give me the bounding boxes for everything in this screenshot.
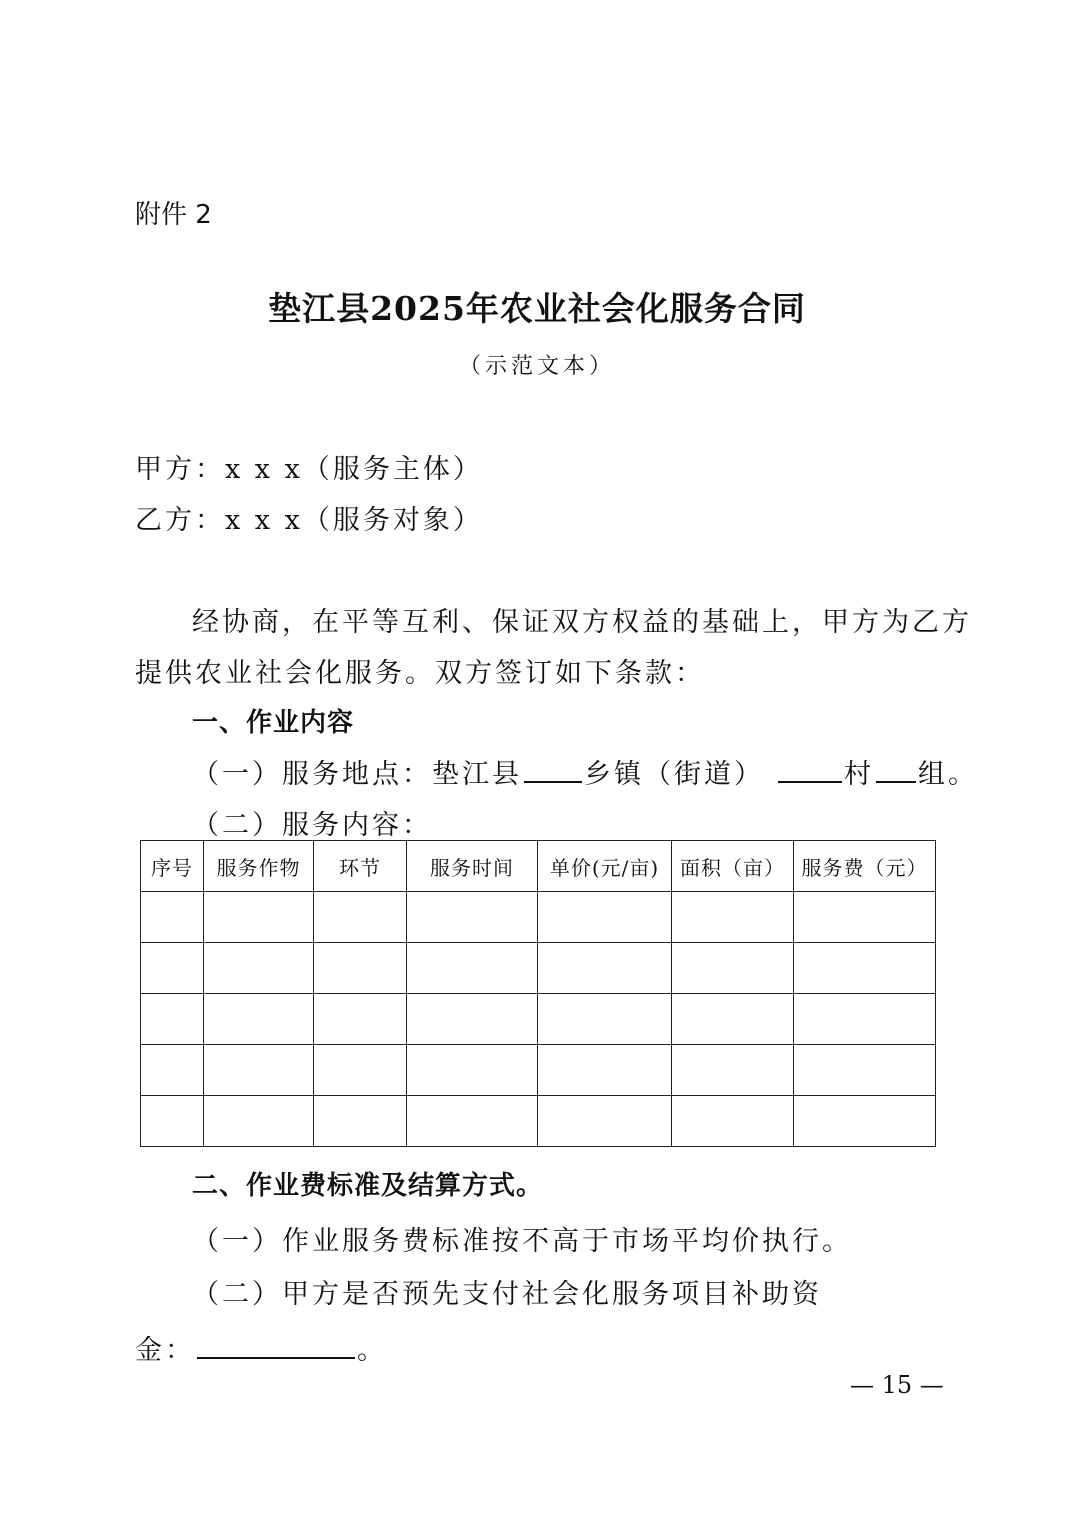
service-content-label: （二）服务内容：: [192, 810, 432, 841]
service-location-village: 村: [844, 759, 874, 790]
subsidy-answer-line: [135, 1328, 387, 1367]
section-1-heading: 一、作业内容: [192, 708, 355, 738]
table-cell: [314, 1045, 407, 1096]
header-stage: 环节: [314, 841, 407, 892]
subsidy-blank: [197, 1353, 355, 1359]
table-cell: [314, 1096, 407, 1147]
table-row: [141, 943, 936, 994]
table-cell: [672, 994, 794, 1045]
table-cell: [672, 892, 794, 943]
table-cell: [794, 1096, 936, 1147]
table-cell: [314, 943, 407, 994]
table-cell: [204, 994, 314, 1045]
service-location-prefix: （一）服务地点：垫江县: [192, 759, 522, 790]
attachment-label: 附件 2: [135, 200, 212, 230]
table-cell: [794, 994, 936, 1045]
table-cell: [407, 892, 538, 943]
header-unit-price: 单价(元/亩): [538, 841, 672, 892]
table-cell: [314, 994, 407, 1045]
intro-line-2: 提供农业社会化服务。双方签订如下条款：: [135, 658, 705, 689]
table-cell: [407, 994, 538, 1045]
table-cell: [407, 943, 538, 994]
town-blank: [524, 777, 582, 783]
header-service-time: 服务时间: [407, 841, 538, 892]
table-row: [141, 1096, 936, 1147]
table-row: [141, 994, 936, 1045]
document-subtitle: （示范文本）: [458, 354, 615, 379]
village-blank: [778, 777, 842, 783]
header-serial: 序号: [141, 841, 204, 892]
table-header-row: [141, 841, 936, 892]
table-cell: [204, 943, 314, 994]
section-2-item-1: （一）作业服务费标准按不高于市场平均价执行。: [192, 1226, 852, 1257]
table-cell: [204, 892, 314, 943]
document-title: 垫江县2025年农业社会化服务合同: [268, 289, 806, 328]
service-location-group: 组。: [918, 759, 978, 790]
table-cell: [794, 892, 936, 943]
table-cell: [141, 1096, 204, 1147]
table-cell: [672, 1096, 794, 1147]
table-cell: [141, 994, 204, 1045]
service-location-town: 乡镇（街道）: [584, 759, 764, 790]
table-cell: [314, 892, 407, 943]
table-cell: [672, 1045, 794, 1096]
table-cell: [538, 1045, 672, 1096]
table-row: [141, 1045, 936, 1096]
subsidy-suffix: 。: [357, 1335, 387, 1366]
table-cell: [141, 943, 204, 994]
table-cell: [794, 943, 936, 994]
party-a: 甲方：x x x（服务主体）: [135, 454, 483, 485]
header-area: 面积（亩）: [672, 841, 794, 892]
table-cell: [204, 1045, 314, 1096]
party-b: 乙方：x x x（服务对象）: [135, 505, 483, 536]
table-cell: [407, 1045, 538, 1096]
page-number: — 15 —: [850, 1371, 944, 1399]
table-cell: [538, 943, 672, 994]
table-cell: [141, 892, 204, 943]
section-2-heading: 二、作业费标准及结算方式。: [192, 1171, 544, 1201]
intro-line-1: 经协商，在平等互利、保证双方权益的基础上，甲方为乙方: [192, 607, 972, 638]
table-cell: [538, 892, 672, 943]
table-cell: [141, 1045, 204, 1096]
table-cell: [538, 994, 672, 1045]
table-row: [141, 892, 936, 943]
table-cell: [204, 1096, 314, 1147]
group-blank: [876, 777, 916, 783]
section-2-item-2: （二）甲方是否预先支付社会化服务项目补助资: [192, 1279, 822, 1310]
table-cell: [538, 1096, 672, 1147]
table-cell: [672, 943, 794, 994]
subsidy-prefix: 金：: [135, 1335, 195, 1366]
service-table: [140, 840, 936, 1147]
header-service-fee: 服务费（元）: [794, 841, 936, 892]
table-cell: [407, 1096, 538, 1147]
header-crop: 服务作物: [204, 841, 314, 892]
table-cell: [794, 1045, 936, 1096]
service-location-line: [192, 752, 978, 791]
